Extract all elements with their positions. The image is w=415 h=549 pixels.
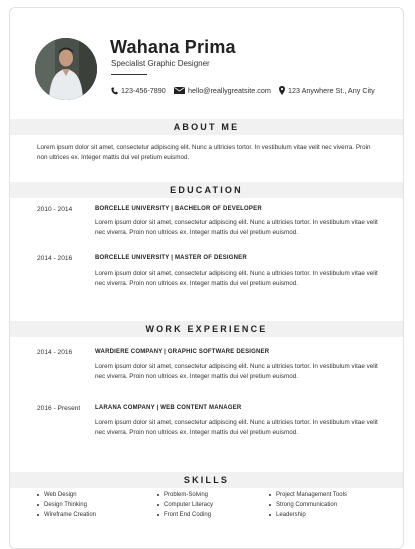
work-title: WARDIERE COMPANY | GRAPHIC SOFTWARE DESIGNER — [95, 349, 270, 355]
resume-page — [9, 7, 404, 549]
phone-icon — [111, 87, 118, 95]
bullet-icon — [37, 494, 39, 496]
education-description: Lorem ipsum dolor sit amet, consectetur adipiscing elit. Nunc a ultricies tortor. In vestibulum vitae velit nec viverra. Proin non ultrices ex. Integer mattis dui vel pretium euismod. — [95, 270, 378, 288]
work-title: LARANA COMPANY | WEB CONTENT MANAGER — [95, 405, 242, 411]
work-date: 2016 - Present — [37, 405, 81, 412]
contact-phone — [111, 86, 166, 95]
about-heading: ABOUT ME — [10, 119, 403, 135]
skill-item — [157, 502, 269, 508]
contact-address — [279, 86, 375, 95]
title-divider — [111, 74, 147, 75]
profile-photo — [35, 38, 97, 100]
education-heading: EDUCATION — [10, 182, 403, 198]
location-pin-icon — [279, 86, 285, 95]
skill-item — [37, 512, 157, 518]
email-icon — [174, 87, 185, 94]
education-title: BORCELLE UNIVERSITY | MASTER OF DESIGNER — [95, 255, 247, 261]
education-description: Lorem ipsum dolor sit amet, consectetur adipiscing elit. Nunc a ultricies tortor. In vestibulum vitae velit nec viverra. Proin non ultrices ex. Integer mattis dui vel pretium euismod. — [95, 219, 378, 237]
skill-item — [269, 502, 397, 508]
skill-label: Wireframe Creation — [44, 512, 97, 518]
skill-label: Design Thinking — [44, 502, 87, 508]
skill-item — [157, 492, 269, 498]
skill-label: Project Management Tools — [276, 492, 347, 498]
work-date: 2014 - 2016 — [37, 349, 73, 356]
skill-item — [157, 512, 269, 518]
work-description: Lorem ipsum dolor sit amet, consectetur adipiscing elit. Nunc a ultricies tortor. In vestibulum vitae velit nec viverra. Proin non ultrices ex. Integer mattis dui vel pretium euismod. — [95, 363, 378, 381]
skill-item — [269, 492, 397, 498]
education-title: BORCELLE UNIVERSITY | BACHELOR OF DEVELOPER — [95, 206, 262, 212]
skills-heading: SKILLS — [10, 472, 403, 488]
education-date: 2014 - 2016 — [37, 255, 73, 262]
bullet-icon — [157, 514, 159, 516]
bullet-icon — [157, 504, 159, 506]
bullet-icon — [269, 494, 271, 496]
phone-number: 123-456-7890 — [121, 86, 166, 95]
skill-item — [37, 502, 157, 508]
bullet-icon — [37, 504, 39, 506]
bullet-icon — [37, 514, 39, 516]
skill-label: Strong Communication — [276, 502, 338, 508]
education-date: 2010 - 2014 — [37, 206, 73, 213]
skill-label: Leadership — [276, 512, 306, 518]
bullet-icon — [157, 494, 159, 496]
skill-label: Problem-Solving — [164, 492, 209, 498]
about-text: Lorem ipsum dolor sit amet, consectetur adipiscing elit. Nunc a ultricies tortor. In vestibulum vitae velit nec viverra. Proin non ultrices ex. Integer mattis dui vel pretium euismod. — [37, 144, 371, 161]
candidate-name: Wahana Prima — [110, 37, 236, 57]
street-address: 123 Anywhere St., Any City — [288, 86, 375, 95]
job-title: Specialist Graphic Designer — [111, 59, 210, 68]
bullet-icon — [269, 504, 271, 506]
skill-item — [269, 512, 397, 518]
work-heading: WORK EXPERIENCE — [10, 321, 403, 337]
skill-label: Web Design — [44, 492, 77, 498]
skill-label: Front End Coding — [164, 512, 212, 518]
email-address: hello@reallygreatsite.com — [188, 86, 271, 95]
skill-label: Computer Literacy — [164, 502, 214, 508]
bullet-icon — [269, 514, 271, 516]
work-description: Lorem ipsum dolor sit amet, consectetur adipiscing elit. Nunc a ultricies tortor. In vestibulum vitae velit nec viverra. Proin non ultrices ex. Integer mattis dui vel pretium euismod. — [95, 419, 378, 437]
skills-list — [37, 492, 397, 518]
contact-email — [174, 86, 271, 95]
skill-item — [37, 492, 157, 498]
